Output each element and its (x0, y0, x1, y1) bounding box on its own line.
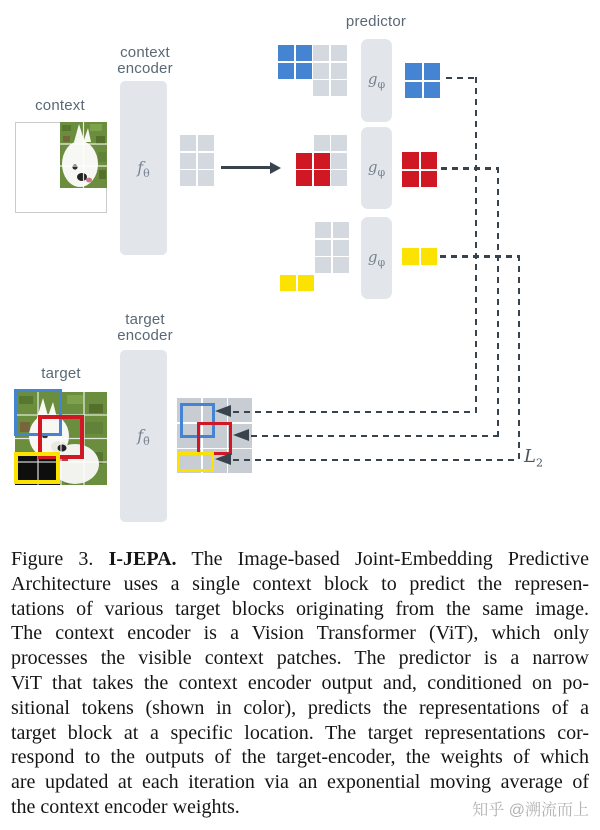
loss-path-blue (446, 77, 476, 80)
token-cell (313, 63, 329, 79)
caption-line: are updated at each iteration via an exponential moving average of (11, 771, 589, 794)
predictor-box-2 (361, 127, 392, 209)
target-block-yellow (14, 452, 60, 484)
token-cell (180, 135, 196, 151)
predicted-tokens-blue (405, 63, 440, 98)
token-cell (198, 135, 214, 151)
loss-path-yellow (518, 255, 521, 462)
predicted-tokens-yellow (402, 248, 437, 265)
caption-line: tations of various target blocks originating from the same image. (11, 597, 589, 620)
predictor-box-1 (361, 39, 392, 122)
target-encoder-label-line2: encoder (117, 327, 173, 345)
caption-line: Figure 3. I-JEPA. The Image-based Joint-Embedding Predictive (11, 548, 590, 570)
token-cell (333, 222, 349, 238)
arrow-left-icon (233, 429, 249, 441)
token-cell (180, 153, 196, 169)
loss-path-red (497, 167, 500, 437)
token-cell (405, 63, 422, 80)
token-cell (298, 275, 314, 291)
token-cell (314, 153, 330, 169)
token-cell (314, 135, 330, 151)
token-cell (280, 275, 296, 291)
caption-line: ViT that takes the context encoder output and, conditioned on po- (11, 671, 589, 694)
context-encoder-label-line1: context (120, 44, 170, 61)
caption-last-line: the context encoder weights. (11, 795, 240, 818)
loss-path-red (441, 167, 499, 170)
predicted-tokens-red (402, 152, 437, 187)
token-cell (402, 248, 419, 265)
token-cell (315, 257, 331, 273)
caption-line: sitional tokens (shown in color), predicts the representations of a (11, 696, 589, 719)
token-cell (278, 63, 294, 79)
target-label: target (41, 365, 81, 382)
context-image (15, 122, 107, 213)
predictor-box-3 (361, 217, 392, 299)
predictor-label: predictor (345, 13, 407, 30)
token-cell (180, 170, 196, 186)
arrow-right-icon (270, 162, 281, 174)
context-encoder-fn: $f_\theta$ (137, 158, 150, 181)
target-encoder-label (105, 312, 185, 344)
token-cell (331, 45, 347, 61)
token-cell (331, 63, 347, 79)
token-cell (333, 240, 349, 256)
token-cell (405, 82, 422, 99)
token-cell (331, 170, 347, 186)
loss-path-yellow (233, 459, 519, 462)
target-encoder-fn: $f_{\thetā}$ (137, 426, 150, 449)
repr-block-yellow (177, 452, 214, 472)
loss-path-blue (233, 411, 476, 414)
context-arrow-shaft (221, 166, 272, 169)
arrow-left-icon (215, 453, 231, 465)
token-cell (198, 153, 214, 169)
caption-line: respond to the outputs of the target-encoder, the weights of which (11, 746, 589, 769)
token-cell (424, 82, 441, 99)
loss-path-yellow (440, 255, 520, 258)
context-token-grid (180, 135, 214, 186)
token-cell (314, 170, 330, 186)
context-label: context (35, 97, 85, 114)
token-cell (296, 45, 312, 61)
token-cell (296, 170, 312, 186)
token-cell (421, 152, 438, 169)
token-cell (296, 63, 312, 79)
caption-body (11, 572, 589, 795)
caption-line: Architecture uses a single context block to predict the represen- (11, 572, 589, 595)
predictor-input-yellow (280, 222, 349, 291)
token-cell (421, 248, 438, 265)
figure-caption (11, 547, 589, 820)
context-photo (60, 122, 107, 188)
predictor-fn: $g_\varphi$ (367, 70, 386, 91)
token-cell (331, 153, 347, 169)
token-cell (402, 171, 419, 188)
caption-line: processes the visible context patches. The predictor is a narrow (11, 647, 589, 670)
predictor-fn: $g_\varphi$ (367, 157, 386, 179)
caption-bold: I-JEPA. (108, 548, 177, 570)
watermark: 知乎 @溯流而上 (472, 802, 589, 819)
caption-line: The context encoder is a Vision Transformer (ViT), which only (11, 622, 589, 645)
context-encoder-label-line2: encoder (117, 60, 173, 78)
target-encoder-label-line1: target (125, 311, 165, 328)
loss-path-blue (475, 77, 478, 414)
target-image (15, 392, 107, 485)
arrow-left-icon (215, 405, 231, 417)
token-cell (331, 80, 347, 96)
token-cell (315, 222, 331, 238)
predictor-input-red (296, 135, 347, 186)
token-cell (296, 153, 312, 169)
token-cell (421, 171, 438, 188)
token-cell (424, 63, 441, 80)
token-cell (315, 240, 331, 256)
token-cell (278, 45, 294, 61)
context-encoder-label (105, 45, 185, 77)
token-cell (313, 45, 329, 61)
caption-line: target block at a specific location. The target representations cor- (11, 721, 589, 744)
predictor-fn: $g_\varphi$ (367, 247, 386, 269)
token-cell (333, 257, 349, 273)
token-cell (402, 152, 419, 169)
loss-path-red (251, 435, 498, 438)
token-cell (198, 170, 214, 186)
loss-label: $L_2$ (524, 446, 543, 470)
token-cell (313, 80, 329, 96)
token-cell (331, 135, 347, 151)
predictor-input-blue (278, 45, 347, 96)
repr-block-red (197, 422, 232, 455)
